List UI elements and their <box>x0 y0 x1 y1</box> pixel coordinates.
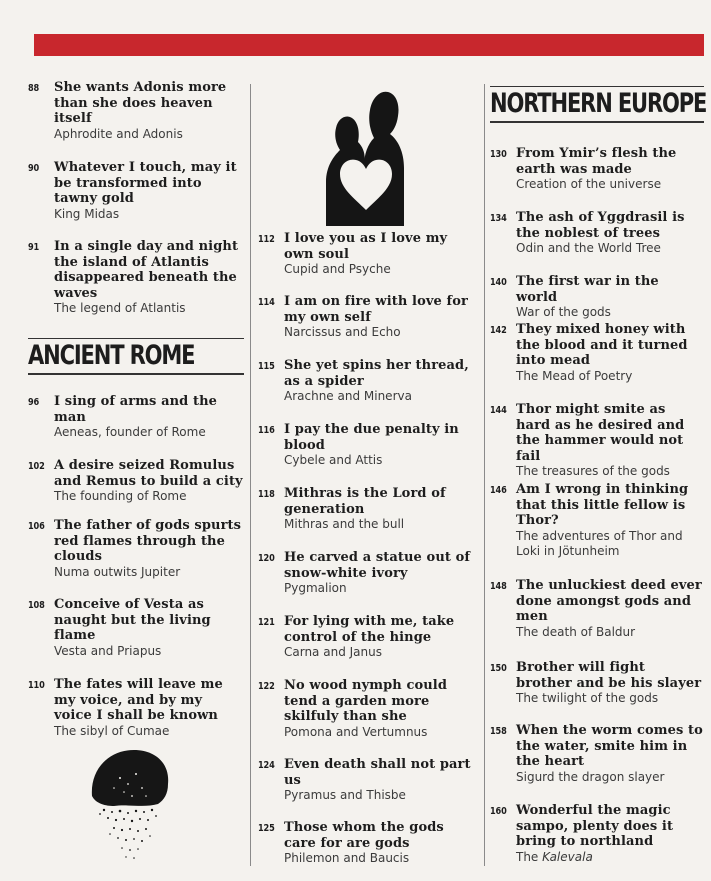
contents-entry[interactable] <box>28 160 244 222</box>
sibyl-head-illustration <box>84 744 184 862</box>
section-heading-ancient-rome <box>28 338 244 375</box>
subtitle-italic: Kalevala <box>542 849 593 864</box>
entry-title: In a single day and night the island of Atlantis disappeared beneath the waves <box>54 239 239 301</box>
entry-title: She yet spins her thread, as a spider <box>284 358 469 389</box>
section-title: ANCIENT ROME <box>28 340 195 371</box>
entry-subtitle: Carna and Janus <box>284 645 382 660</box>
contents-entry[interactable] <box>258 358 478 404</box>
contents-entry[interactable] <box>258 294 478 340</box>
column-divider <box>250 84 251 866</box>
contents-entry[interactable] <box>490 322 704 384</box>
contents-entry[interactable] <box>490 210 704 256</box>
entry-subtitle: Arachne and Minerva <box>284 389 412 404</box>
entry-subtitle: The treasures of the gods <box>516 464 670 479</box>
entry-subtitle: Aeneas, founder of Rome <box>54 425 206 440</box>
contents-entry[interactable] <box>490 723 704 785</box>
entry-title: Mithras is the Lord of generation <box>284 486 446 517</box>
entry-title: I pay the due penalty in blood <box>284 422 459 453</box>
entry-title: Wonderful the magic sampo, plenty does it bring to northland <box>516 803 674 850</box>
page-number: 124 <box>258 760 275 771</box>
contents-entry[interactable] <box>490 482 704 559</box>
entry-title: The fates will leave me my voice, and by my voice I shall be known <box>54 677 223 724</box>
column-divider <box>484 84 485 866</box>
entry-title: When the worm comes to the water, smite him in the heart <box>516 723 703 770</box>
entry-subtitle: Odin and the World Tree <box>516 241 661 256</box>
entry-subtitle: Sigurd the dragon slayer <box>516 769 665 784</box>
entry-title: No wood nymph could tend a garden more skilfuly than she <box>284 678 448 725</box>
contents-entry[interactable] <box>28 394 244 440</box>
entry-subtitle: Philemon and Baucis <box>284 851 410 866</box>
entry-title: The father of gods spurts red flames through the clouds <box>54 518 242 565</box>
contents-entry[interactable] <box>258 231 478 277</box>
entry-subtitle: The founding of Rome <box>54 489 187 504</box>
entry-title: He carved a statue out of snow-white ivory <box>284 550 471 581</box>
contents-entry[interactable] <box>258 614 478 660</box>
entry-title: Thor might smite as hard as he desired and the hammer would not fail <box>516 402 685 464</box>
page-number: 148 <box>490 581 507 592</box>
contents-entry[interactable] <box>490 274 704 320</box>
entry-subtitle: The adventures of Thor and Loki in Jötunheim <box>516 528 683 558</box>
contents-entry[interactable] <box>258 757 478 803</box>
contents-entry[interactable] <box>258 678 478 740</box>
entry-subtitle: King Midas <box>54 206 120 221</box>
page-number: 134 <box>490 213 507 224</box>
entry-title: For lying with me, take control of the hinge <box>284 614 455 645</box>
page-number: 130 <box>490 149 507 160</box>
contents-entry[interactable] <box>490 803 704 865</box>
contents-entry[interactable] <box>28 239 244 316</box>
page-number: 150 <box>490 663 507 674</box>
page-number: 158 <box>490 726 507 737</box>
page-number: 88 <box>28 83 40 94</box>
entry-subtitle: Pygmalion <box>284 581 347 596</box>
entry-subtitle: Aphrodite and Adonis <box>54 126 183 141</box>
entry-subtitle: Mithras and the bull <box>284 517 405 532</box>
contents-entry[interactable] <box>258 550 478 596</box>
contents-entry[interactable] <box>28 458 244 504</box>
top-accent-bar <box>34 34 704 56</box>
entry-subtitle: Vesta and Priapus <box>54 643 162 658</box>
page-number: 140 <box>490 277 507 288</box>
entry-title: Brother will fight brother and be his slayer <box>516 660 702 691</box>
section-rule <box>490 121 704 123</box>
entry-subtitle: Pomona and Vertumnus <box>284 724 428 739</box>
contents-entry[interactable] <box>28 677 244 739</box>
entry-title: Am I wrong in thinking that this little fellow is Thor? <box>516 482 689 529</box>
section-title: NORTHERN EUROPE <box>490 88 707 119</box>
page-number: 114 <box>258 297 275 308</box>
entry-title: A desire seized Romulus and Remus to build a city <box>54 458 243 489</box>
entry-subtitle: Pyramus and Thisbe <box>284 788 406 803</box>
entry-title: Even death shall not part us <box>284 757 471 788</box>
page-number: 90 <box>28 163 40 174</box>
page-number: 91 <box>28 242 40 253</box>
contents-entry[interactable] <box>490 402 704 479</box>
page-number: 108 <box>28 600 45 611</box>
page-number: 160 <box>490 806 507 817</box>
entry-subtitle: The sibyl of Cumae <box>54 723 170 738</box>
entry-title: She wants Adonis more than she does heaven itself <box>54 80 227 127</box>
entry-subtitle: Cupid and Psyche <box>284 262 391 277</box>
contents-entry[interactable] <box>28 80 244 142</box>
entry-subtitle: Creation of the universe <box>516 177 662 192</box>
page-number: 125 <box>258 823 275 834</box>
contents-entry[interactable] <box>258 486 478 532</box>
entry-title: Conceive of Vesta as naught but the living flame <box>54 597 211 644</box>
contents-entry[interactable] <box>490 146 704 192</box>
lovers-silhouette-illustration <box>320 86 406 226</box>
page-number: 102 <box>28 461 45 472</box>
page-number: 106 <box>28 521 45 532</box>
entry-title: From Ymir’s flesh the earth was made <box>516 146 677 177</box>
entry-title: Whatever I touch, may it be transformed into tawny gold <box>54 160 237 207</box>
entry-subtitle: War of the gods <box>516 305 611 320</box>
page-number: 121 <box>258 617 275 628</box>
entry-title: I love you as I love my own soul <box>284 231 448 262</box>
section-heading-northern-europe <box>490 86 707 123</box>
entry-subtitle: Narcissus and Echo <box>284 325 401 340</box>
entry-subtitle: The legend of Atlantis <box>54 301 186 316</box>
contents-entry[interactable] <box>28 597 244 659</box>
page-number: 116 <box>258 425 275 436</box>
contents-entry[interactable] <box>258 422 478 468</box>
entry-subtitle: The Mead of Poetry <box>516 368 633 383</box>
page-number: 115 <box>258 361 275 372</box>
entry-subtitle: Cybele and Attis <box>284 453 383 468</box>
entry-title: I sing of arms and the man <box>54 394 218 425</box>
entry-title: The first war in the world <box>516 274 659 305</box>
contents-entry[interactable] <box>490 660 704 706</box>
subtitle-prefix: The <box>516 849 543 864</box>
page-number: 112 <box>258 234 275 245</box>
entry-subtitle <box>516 850 704 865</box>
entry-subtitle: Numa outwits Jupiter <box>54 564 181 579</box>
entry-title: The unluckiest deed ever done amongst gods and men <box>516 578 702 625</box>
section-rule <box>28 373 244 375</box>
page-number: 110 <box>28 680 45 691</box>
entry-title: Those whom the gods care for are gods <box>284 820 444 851</box>
page-number: 120 <box>258 553 275 564</box>
page-number: 144 <box>490 405 507 416</box>
entry-title: I am on fire with love for my own self <box>284 294 468 325</box>
entry-subtitle: The death of Baldur <box>516 624 636 639</box>
page-number: 96 <box>28 397 40 408</box>
page-number: 122 <box>258 681 275 692</box>
page-number: 142 <box>490 325 507 336</box>
contents-entry[interactable] <box>28 518 244 580</box>
entry-subtitle: The twilight of the gods <box>516 691 659 706</box>
page-number: 118 <box>258 489 275 500</box>
contents-entry[interactable] <box>490 578 704 640</box>
entry-title: The ash of Yggdrasil is the noblest of trees <box>516 210 685 241</box>
entry-title: They mixed honey with the blood and it turned into mead <box>516 322 688 369</box>
contents-entry[interactable] <box>258 820 478 866</box>
page-number: 146 <box>490 485 507 496</box>
